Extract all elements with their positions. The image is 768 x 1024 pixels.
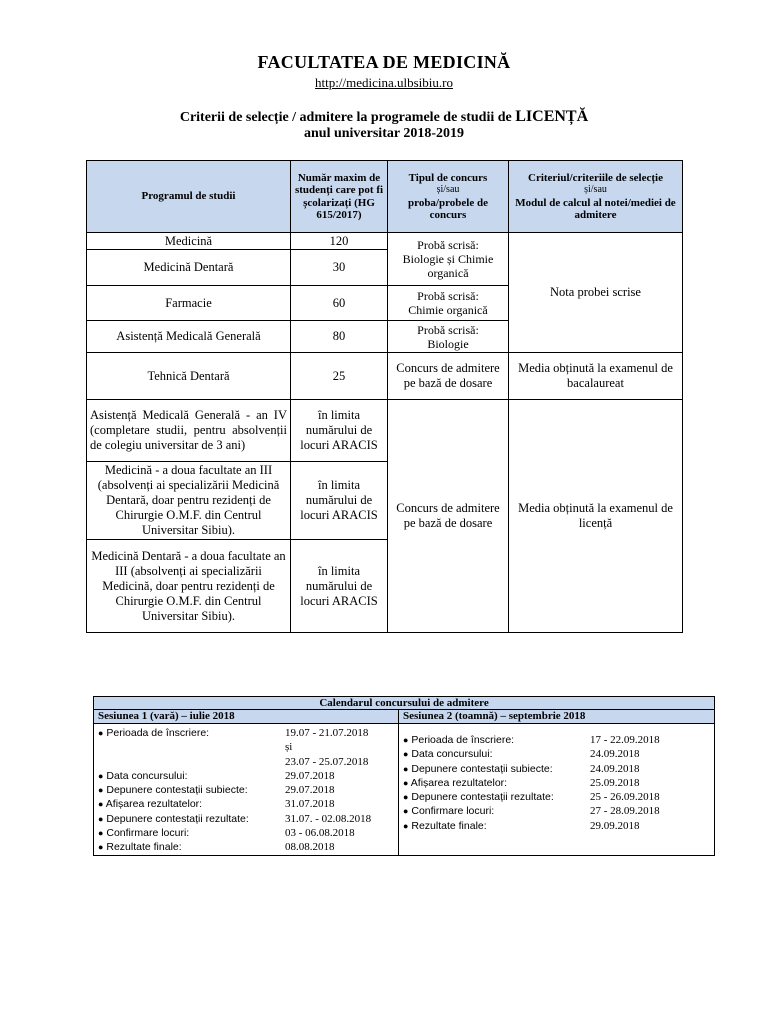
exam-type-cell <box>388 286 509 321</box>
bullet-icon: ● <box>98 828 104 839</box>
calendar-row <box>98 726 394 740</box>
criteria-cell: Media obținută la examenul de bacalaureat <box>509 353 683 400</box>
criteria-cell: Media obținută la examenul de licență <box>509 400 683 633</box>
calendar-value: 24.09.2018 <box>590 748 640 761</box>
calendar-label: Perioada de înscriere: <box>411 734 515 746</box>
seats-cell: în limita numărului de locuri ARACIS <box>291 540 388 633</box>
bullet-icon: ● <box>98 770 104 781</box>
bullet-icon: ● <box>98 728 104 738</box>
table-row <box>87 233 683 250</box>
calendar-label: Data concursului: <box>411 748 493 761</box>
academic-year: anul universitar 2018-2019 <box>304 126 464 141</box>
calendar-row <box>98 812 394 826</box>
exam-type-line: Biologie <box>427 336 469 351</box>
bullet-icon: ● <box>403 763 409 774</box>
calendar-row <box>403 733 710 747</box>
subtitle-emphasis: LICENȚĂ <box>515 108 589 125</box>
header-program: Programul de studii <box>87 161 291 233</box>
program-cell: Asistență Medicală Generală - an IV (completare studii, pentru absolvenții de colegiu universitar de 3 ani) <box>87 400 291 462</box>
subtitle-prefix: Criterii de selecție / admitere la programele de studii de <box>179 110 516 125</box>
calendar-row <box>403 762 710 776</box>
program-cell: Medicină <box>87 233 291 250</box>
calendar-label: Depunere contestații subiecte: <box>106 784 248 797</box>
faculty-title: FACULTATEA DE MEDICINĂ <box>257 52 511 72</box>
calendar-label: Perioada de înscriere: <box>106 727 210 739</box>
session-2-list <box>399 724 715 856</box>
calendar-row <box>403 804 710 818</box>
program-cell: Medicină - a doua facultate an III (absolvenți ai specializării Medicină Dentară, doar pentru rezidenți de Chirurgie O.M.F. din Centrul Universitar Sibiu). <box>87 462 291 540</box>
table-header-row <box>87 161 683 233</box>
calendar-row <box>98 755 394 769</box>
calendar-value: 31.07. - 02.08.2018 <box>285 812 372 825</box>
header-type-line1: Tipul de concurs <box>408 171 488 184</box>
exam-type-cell: Concurs de admitere pe bază de dosare <box>388 400 509 633</box>
admission-calendar-table <box>93 696 715 856</box>
calendar-row <box>98 769 394 783</box>
bullet-icon: ● <box>403 749 409 760</box>
calendar-row <box>403 776 710 790</box>
calendar-value: 29.07.2018 <box>285 784 335 797</box>
exam-type-line: Probă scrisă: <box>417 289 479 303</box>
calendar-value: 29.07.2018 <box>285 769 335 782</box>
calendar-value: 25.09.2018 <box>590 776 640 789</box>
seats-cell: 60 <box>291 286 388 321</box>
calendar-row <box>98 797 394 811</box>
bullet-icon: ● <box>403 806 409 817</box>
calendar-label <box>98 755 285 769</box>
exam-type-cell <box>388 233 509 286</box>
calendar-value: și <box>285 741 293 754</box>
table-row <box>87 400 683 462</box>
calendar-label: Data concursului: <box>106 769 188 782</box>
bullet-icon: ● <box>98 842 104 853</box>
calendar-label: Rezultate finale: <box>106 841 182 854</box>
calendar-label: Depunere contestații rezultate: <box>106 812 249 825</box>
exam-type-line: Biologie și Chimie organică <box>402 252 494 280</box>
seats-cell: 25 <box>291 353 388 400</box>
calendar-value: 29.09.2018 <box>590 819 640 832</box>
header-criteria-line1: Criteriul/criteriile de selecție <box>528 171 663 184</box>
seats-cell: în limita numărului de locuri ARACIS <box>291 400 388 462</box>
bullet-icon: ● <box>403 777 409 788</box>
admission-criteria-table <box>86 160 683 633</box>
calendar-row <box>98 840 394 854</box>
calendar-label: Afișarea rezultatelor: <box>105 798 203 811</box>
calendar-label: Depunere contestații rezultate: <box>411 791 554 804</box>
calendar-label: Confirmare locuri: <box>106 827 190 840</box>
exam-type-line: Probă scrisă: <box>417 322 479 337</box>
header-criteria-line3: Modul de calcul al notei/mediei de admitere <box>515 196 676 221</box>
bullet-icon: ● <box>98 813 104 824</box>
header-type <box>388 161 509 233</box>
program-cell: Medicină Dentară <box>87 250 291 286</box>
criteria-cell: Nota probei scrise <box>509 233 683 353</box>
calendar-value: 27 - 28.09.2018 <box>590 805 660 818</box>
bullet-icon: ● <box>403 792 409 803</box>
calendar-value: 25 - 26.09.2018 <box>590 791 660 804</box>
calendar-row <box>403 790 710 804</box>
calendar-value: 23.07 - 25.07.2018 <box>285 755 369 768</box>
calendar-label: Depunere contestații subiecte: <box>411 762 553 775</box>
calendar-value: 03 - 06.08.2018 <box>285 827 355 840</box>
calendar-value: 24.09.2018 <box>590 762 640 775</box>
seats-cell: 30 <box>291 250 388 286</box>
document-subtitle <box>0 108 768 126</box>
calendar-title: Calendarul concursului de admitere <box>94 697 715 710</box>
exam-type-cell <box>388 321 509 353</box>
calendar-label: Rezultate finale: <box>411 819 487 832</box>
calendar-value: 08.08.2018 <box>285 841 335 854</box>
calendar-label <box>98 740 285 754</box>
program-cell: Farmacie <box>87 286 291 321</box>
calendar-row <box>98 783 394 797</box>
program-cell: Asistență Medicală Generală <box>87 321 291 353</box>
session-1-title: Sesiunea 1 (vară) – iulie 2018 <box>94 710 399 724</box>
bullet-icon: ● <box>403 735 409 745</box>
header-type-line3: proba/probele de concurs <box>408 196 488 221</box>
exam-type-line: Probă scrisă: <box>417 238 479 252</box>
table-row <box>87 353 683 400</box>
calendar-row <box>98 740 394 754</box>
bullet-icon: ● <box>98 785 104 796</box>
calendar-value: 17 - 22.09.2018 <box>590 734 660 746</box>
program-cell: Medicină Dentară - a doua facultate an III (absolvenți ai specializării Medicină, doar pentru rezidenți de Chirurgie O.M.F. din Centrul Universitar Sibiu). <box>87 540 291 633</box>
calendar-row <box>98 826 394 840</box>
calendar-label: Afișarea rezultatelor: <box>410 776 508 789</box>
calendar-value: 31.07.2018 <box>285 798 335 811</box>
faculty-url-link[interactable]: http://medicina.ulbsibiu.ro <box>315 75 453 90</box>
calendar-value: 19.07 - 21.07.2018 <box>285 727 369 739</box>
header-seats: Număr maxim de studenți care pot fi școlarizați (HG 615/2017) <box>291 161 388 233</box>
session-1-list <box>94 724 399 856</box>
seats-cell: 120 <box>291 233 388 250</box>
session-2-title: Sesiunea 2 (toamnă) – septembrie 2018 <box>399 710 715 724</box>
bullet-icon: ● <box>98 799 104 810</box>
program-cell: Tehnică Dentară <box>87 353 291 400</box>
header-type-line2: și/sau <box>436 184 460 195</box>
bullet-icon: ● <box>403 820 409 831</box>
calendar-row <box>403 747 710 761</box>
exam-type-line: Chimie organică <box>408 303 488 317</box>
header-criteria <box>509 161 683 233</box>
seats-cell: 80 <box>291 321 388 353</box>
header-criteria-line2: și/sau <box>584 184 607 195</box>
seats-cell: în limita numărului de locuri ARACIS <box>291 462 388 540</box>
exam-type-cell: Concurs de admitere pe bază de dosare <box>388 353 509 400</box>
calendar-row <box>403 819 710 833</box>
calendar-label: Confirmare locuri: <box>411 805 495 818</box>
